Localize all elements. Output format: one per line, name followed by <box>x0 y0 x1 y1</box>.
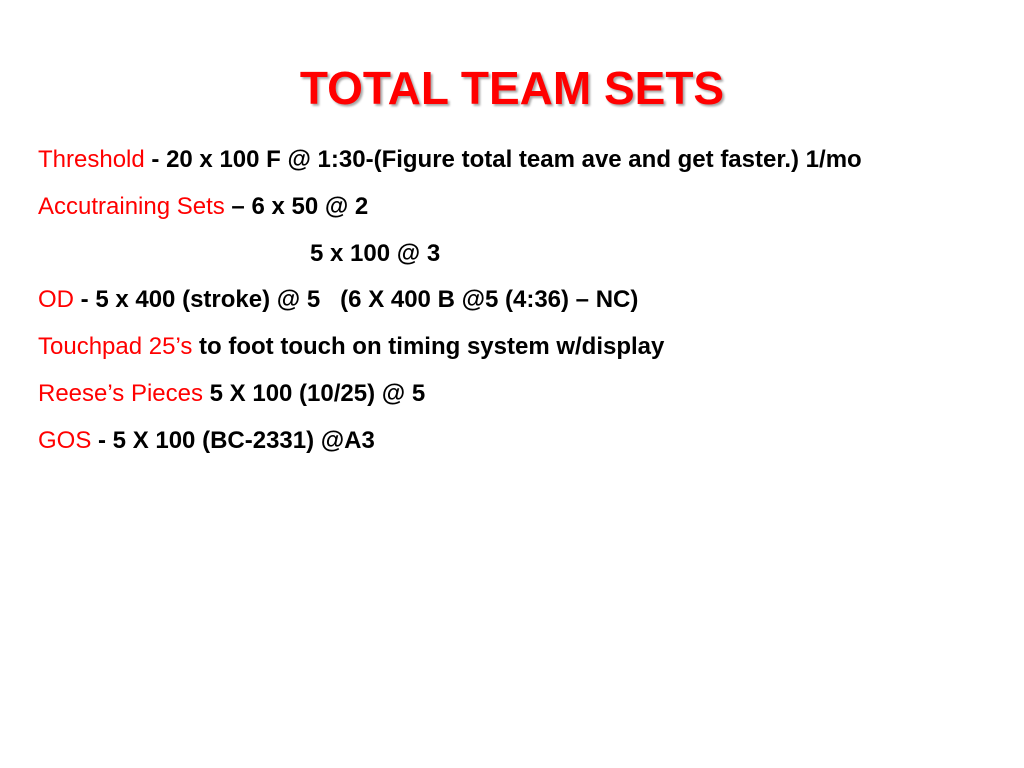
slide-title: TOTAL TEAM SETS <box>299 62 725 114</box>
set-label: Accutraining Sets <box>38 192 225 220</box>
set-label: GOS <box>38 426 92 454</box>
set-item-accutraining <box>38 193 998 222</box>
set-description: - 5 X 100 (BC-2331) @A3 <box>91 426 375 454</box>
set-item-threshold <box>38 146 998 175</box>
set-description: 5 X 100 (10/25) @ 5 <box>202 379 426 407</box>
set-label: Reese’s Pieces <box>38 379 203 407</box>
set-description: - 20 x 100 F @ 1:30-(Figure total team ave and get faster.) 1/mo <box>144 146 862 173</box>
set-item-gos <box>38 427 998 456</box>
set-description: – 6 x 50 @ 2 <box>224 192 369 220</box>
set-description: 5 x 100 @ 3 <box>310 239 441 267</box>
slide-body <box>38 146 998 474</box>
set-item-accutraining-continued <box>38 240 998 269</box>
set-description: to foot touch on timing system w/display <box>192 333 665 361</box>
set-item-reeses-pieces <box>38 380 998 409</box>
set-label: Touchpad 25’s <box>38 333 193 361</box>
set-item-touchpad <box>38 333 998 362</box>
set-description: - 5 x 400 (stroke) @ 5 (6 X 400 B @5 (4:36) – NC) <box>74 286 639 314</box>
set-label: OD <box>38 286 74 314</box>
set-item-od <box>38 286 998 315</box>
set-label: Threshold <box>38 146 145 173</box>
